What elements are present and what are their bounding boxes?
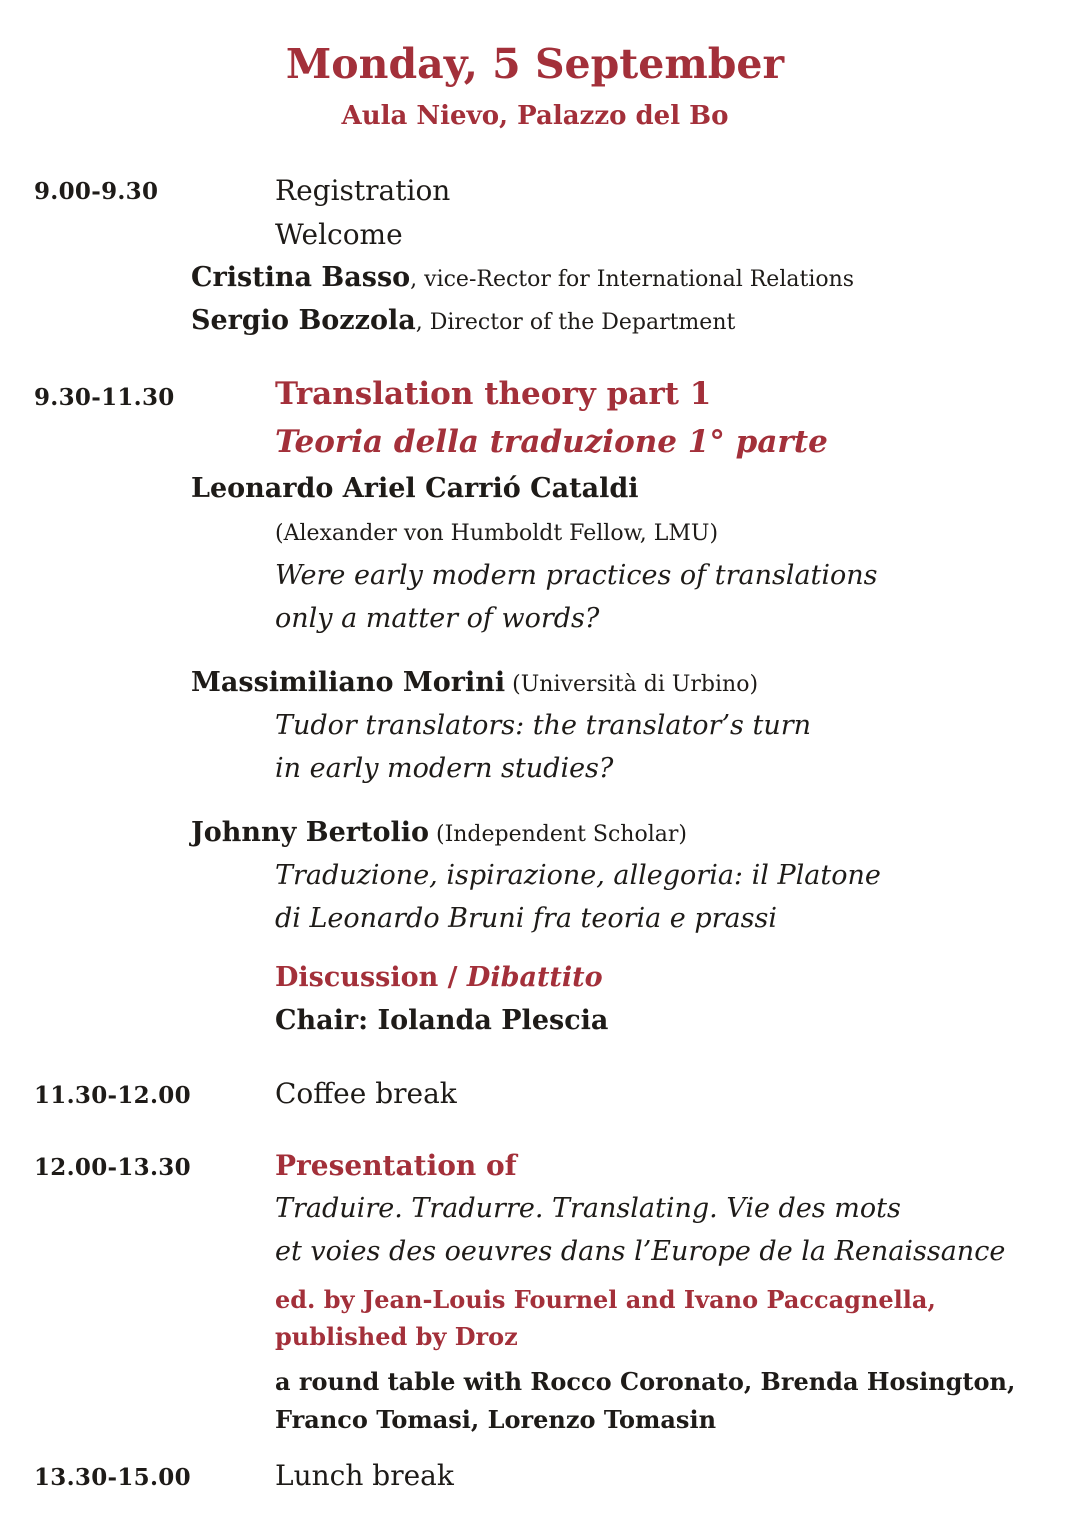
talk-speaker <box>191 473 639 504</box>
time-slot-4: 12.00-13.30 <box>34 1154 191 1181</box>
coffee-break: Coffee break <box>275 1077 457 1110</box>
chair: Chair: Iolanda Plescia <box>275 1005 609 1036</box>
publisher: published by Droz <box>275 1322 518 1351</box>
talk-title: Tudor translators: the translator’s turn <box>275 710 812 741</box>
session-title: Translation theory part 1 <box>275 376 712 412</box>
time-slot-1: 9.00-9.30 <box>34 178 159 205</box>
round-table: a round table with Rocco Coronato, Brenda Hosington, <box>275 1367 1016 1396</box>
time-slot-5: 13.30-15.00 <box>34 1464 191 1491</box>
registration: Registration <box>275 174 451 207</box>
session-title-italian: Teoria della traduzione 1° parte <box>275 424 828 460</box>
welcome: Welcome <box>275 218 403 251</box>
speaker-name: Sergio Bozzola <box>191 305 416 336</box>
speaker-affiliation: (Independent Scholar) <box>429 822 687 847</box>
round-table: Franco Tomasi, Lorenzo Tomasin <box>275 1405 717 1434</box>
discussion <box>275 962 603 993</box>
talk-title: Traduzione, ispirazione, allegoria: il Platone <box>275 860 881 891</box>
talk-title: Were early modern practices of translations <box>275 560 878 591</box>
venue: Aula Nievo, Palazzo del Bo <box>341 101 729 131</box>
speaker-name: Leonardo Ariel Carrió Cataldi <box>191 473 639 504</box>
talk-title: di Leonardo Bruni fra teoria e prassi <box>275 903 778 934</box>
welcome-speaker <box>191 262 854 293</box>
speaker-affiliation: (Università di Urbino) <box>505 672 759 697</box>
day-title: Monday, 5 September <box>285 40 785 88</box>
presentation-heading: Presentation of <box>275 1149 517 1182</box>
discussion-label: Discussion / <box>275 962 467 993</box>
talk-speaker <box>191 667 758 698</box>
speaker-name: Johnny Bertolio <box>191 817 429 848</box>
talk-title: only a matter of words? <box>275 603 600 634</box>
speaker-name: Cristina Basso <box>191 262 411 293</box>
book-title: Traduire. Tradurre. Translating. Vie des mots <box>275 1193 901 1224</box>
speaker-affiliation: (Alexander von Humboldt Fellow, LMU) <box>275 521 719 546</box>
speaker-role: , Director of the Department <box>415 310 736 335</box>
lunch-break: Lunch break <box>275 1459 454 1492</box>
welcome-speaker <box>191 305 735 336</box>
speaker-name: Massimiliano Morini <box>191 667 506 698</box>
discussion-label-italian: Dibattito <box>466 962 603 993</box>
speaker-role: , vice-Rector for International Relations <box>410 267 855 292</box>
talk-title: in early modern studies? <box>275 753 614 784</box>
time-slot-3: 11.30-12.00 <box>34 1082 191 1109</box>
talk-speaker <box>191 817 687 848</box>
book-title: et voies des oeuvres dans l’Europe de la Renaissance <box>275 1236 1006 1267</box>
editors: ed. by Jean-Louis Fournel and Ivano Paccagnella, <box>275 1285 936 1314</box>
time-slot-2: 9.30-11.30 <box>34 384 175 411</box>
